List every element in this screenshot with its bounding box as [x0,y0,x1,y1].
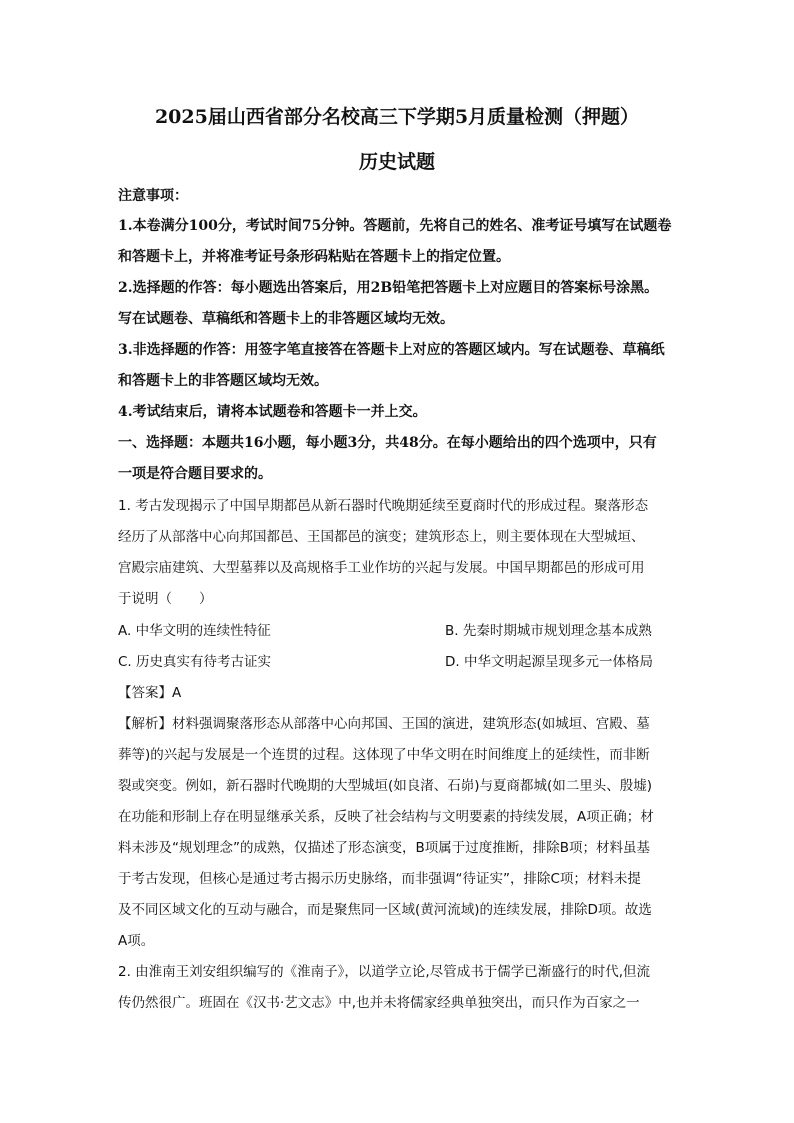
q1-analysis-line: A项。 [118,933,155,949]
notes-line: 写在试题卷、草稿纸和答题卡上的非答题区域均无效。 [118,311,454,327]
q1-stem-line: 宫殿宗庙建筑、大型墓葬以及高规格手工业作坊的兴起与发展。中国早期都邑的形成可用 [118,560,645,576]
q1-stem-line: 经历了从部落中心向邦国都邑、王国都邑的演变；建筑形态上，则主要体现在大型城垣、 [118,529,645,545]
q1-stem-line: 1. 考古发现揭示了中国早期都邑从新石器时代晚期延续至夏商时代的形成过程。聚落形态 [118,498,649,514]
q1-analysis-line: 于考古发现，但核心是通过考古揭示历史脉络，而非强调“待证实”，排除C项；材料未提 [118,871,641,887]
q1-option-c: C. 历史真实有待考古证实 [118,654,272,670]
notes-line: 4.考试结束后，请将本试题卷和答题卡一并上交。 [118,404,427,420]
page-subtitle: 历史试题 [358,151,435,173]
notes-line: 和答题卡上，并将准考证号条形码粘贴在答题卡上的指定位置。 [118,249,510,265]
q1-analysis-line: 在功能和形制上存在明显继承关系，反映了社会结构与文明要素的持续发展，A项正确；材 [118,809,654,825]
notes-line: 3.非选择题的作答：用签字笔直接答在答题卡上对应的答题区域内。写在试题卷、草稿纸 [118,342,665,358]
q1-analysis-line: 料未涉及“规划理念”的成熟，仅描述了形态演变，B项属于过度推断，排除B项；材料虽基 [118,840,651,856]
q1-option-d: D. 中华文明起源呈现多元一体格局 [445,654,653,670]
q2-stem-line: 2. 由淮南王刘安组织编写的《淮南子》，以道学立论,尽管成书于儒学已渐盛行的时代,但流 [118,964,651,980]
section-heading: 一、选择题：本题共16小题，每小题3分，共48分。在每小题给出的四个选项中，只有 [118,435,657,451]
notes-line: 和答题卡上的非答题区域均无效。 [118,373,328,389]
q1-analysis-line: 及不同区域文化的互动与融合，而是聚焦同一区域(黄河流域)的连续发展，排除D项。故选 [118,902,652,918]
notes-heading: 注意事项： [118,188,188,204]
section-heading: 一项是符合题目要求的。 [118,466,272,482]
q1-answer: 【答案】A [118,685,182,701]
page-title: 2025届山西省部分名校高三下学期5月质量检测（押题） [154,106,640,128]
q1-stem-line: 于说明（ ） [118,591,213,607]
q1-analysis-line: 【解析】材料强调聚落形态从部落中心向邦国、王国的演进，建筑形态(如城垣、宫殿、墓 [118,716,650,732]
q1-option-b: B. 先秦时期城市规划理念基本成熟 [445,623,652,639]
q1-analysis-line: 裂或突变。例如，新石器时代晚期的大型城垣(如良渚、石峁)与夏商都城(如二里头、殷墟) [118,778,653,794]
notes-line: 1.本卷满分100分，考试时间75分钟。答题前，先将自己的姓名、准考证号填写在试题卷 [118,218,672,234]
notes-line: 2.选择题的作答：每小题选出答案后，用2B铅笔把答题卡上对应题目的答案标号涂黑。 [118,280,659,296]
q1-option-a: A. 中华文明的连续性特征 [118,623,271,639]
q1-analysis-line: 葬等)的兴起与发展是一个连贯的过程。这体现了中华文明在时间维度上的延续性，而非断 [118,747,650,763]
q2-stem-line: 传仍然很广。班固在《汉书·艺文志》中,也并未将儒家经典单独突出，而只作为百家之一 [118,995,640,1011]
